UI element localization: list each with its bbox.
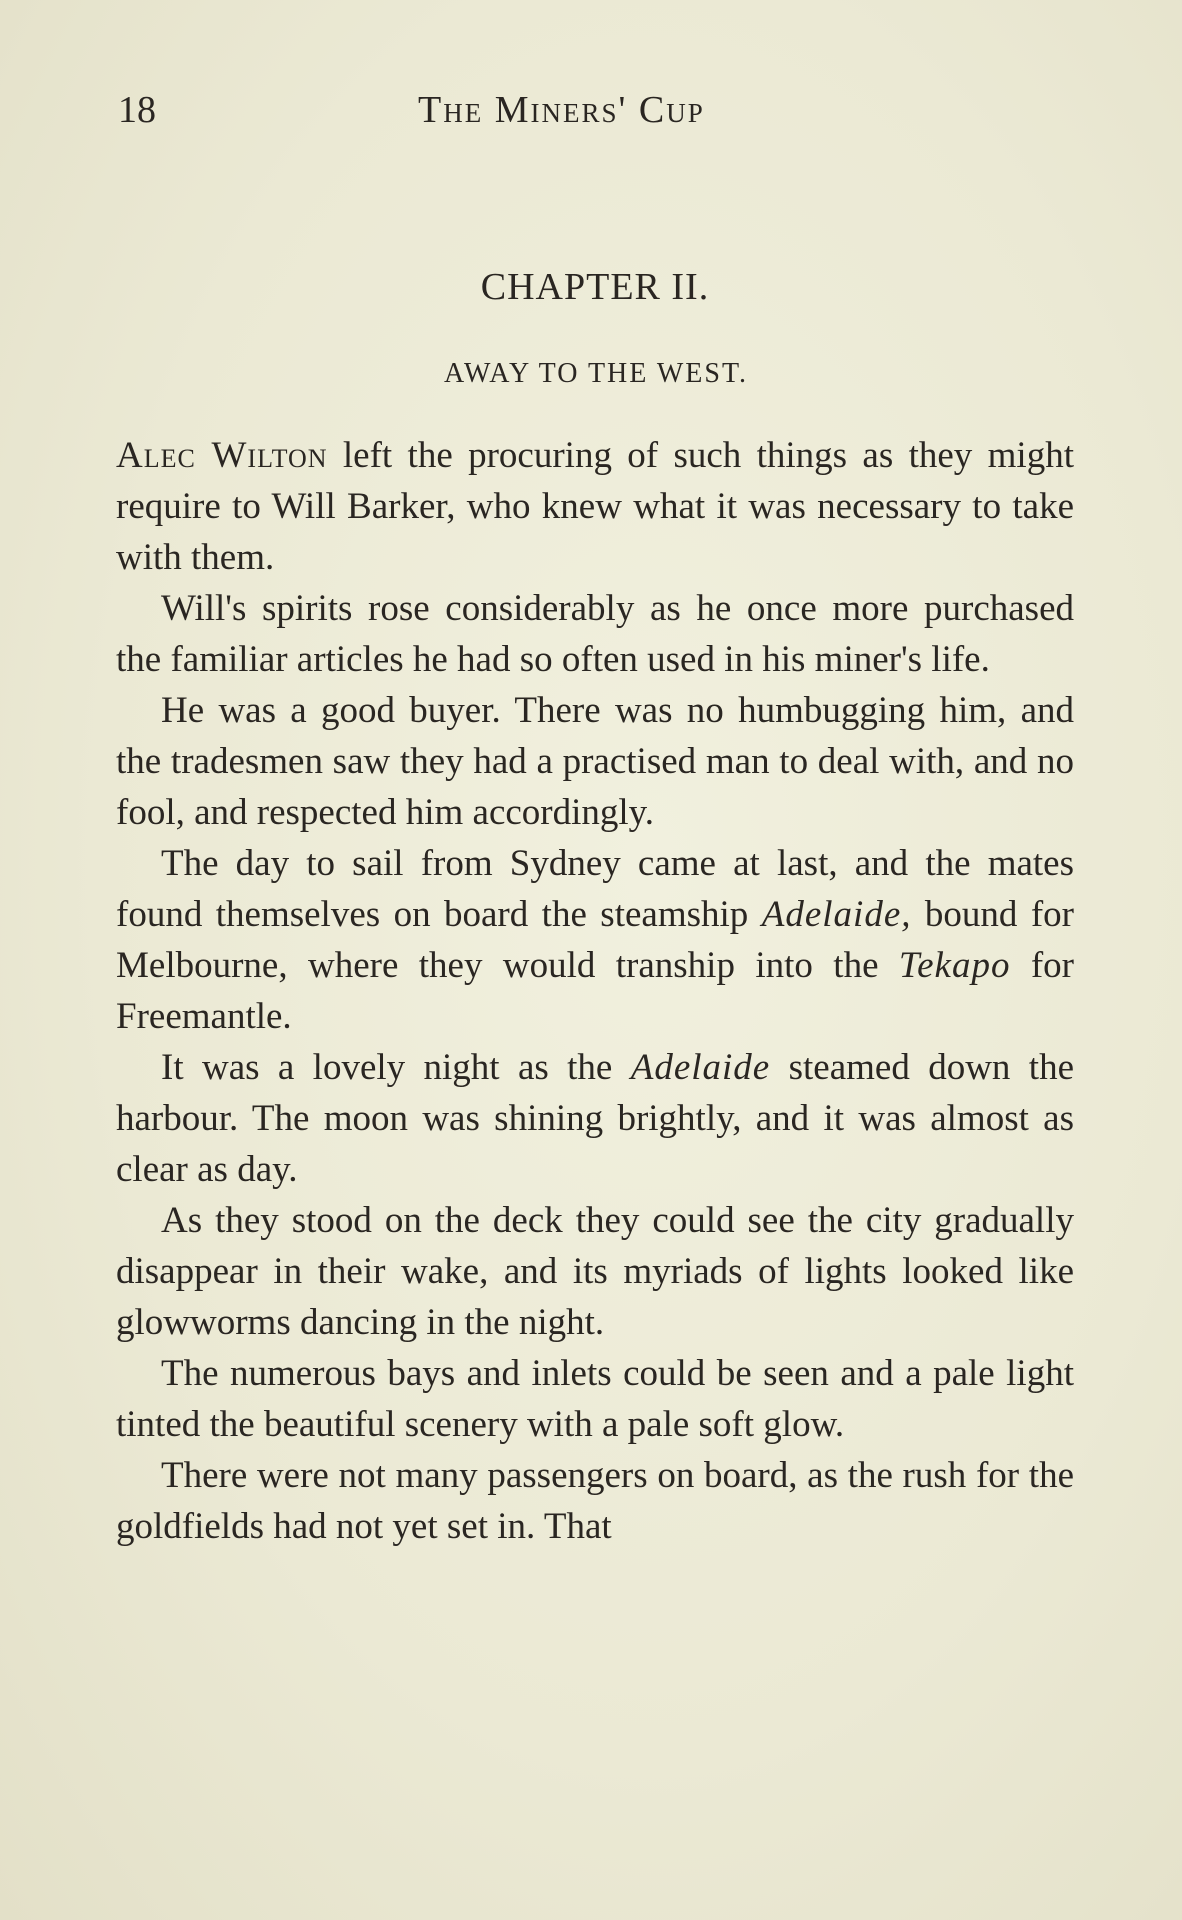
paragraph-5 <box>116 1042 1074 1195</box>
ship-name: Tekapo <box>898 945 1011 986</box>
paragraph-7: The numerous bays and inlets could be seen and a pale light tinted the beautiful scenery with a pale soft glow. <box>116 1353 1074 1445</box>
paragraph-3: He was a good buyer. There was no humbugging him, and the tradesmen saw they had a practised man to deal with, and no fool, and respected him accordingly. <box>116 690 1074 833</box>
paragraph-text: It was a lovely night as the <box>161 1047 631 1088</box>
paragraph-text: steamed down the harbour. The moon was shining brightly, and it was almost as clear as day. <box>116 1047 1074 1190</box>
paragraph-text: The day to sail from Sydney came at last, and the mates found themselves on board the steamship <box>116 843 1074 935</box>
paragraph-text: bound for Melbourne, where they would tranship into the <box>116 894 1074 986</box>
page-number: 18 <box>118 89 156 131</box>
running-head <box>118 84 1098 134</box>
book-title: The Miners' Cup <box>418 89 705 131</box>
paragraph-1 <box>116 430 1074 583</box>
ship-name: Adelaide <box>630 1047 771 1088</box>
paragraph-6: As they stood on the deck they could see the city gradually disappear in their wake, and its myriads of lights looked like glowworms dancing in the night. <box>116 1200 1074 1343</box>
paragraph-text: left the procuring of such things as they might require to Will Barker, who knew what it was necessary to take with them. <box>116 435 1074 578</box>
chapter-title: CHAPTER II. <box>480 266 710 308</box>
paragraph-lead-words: Alec Wilton <box>116 435 328 476</box>
ship-name: Adelaide, <box>761 894 912 935</box>
chapter-subtitle: AWAY TO THE WEST. <box>444 358 748 389</box>
paragraph-8: There were not many passengers on board, as the rush for the goldfields had not yet set in. That <box>116 1455 1074 1547</box>
paragraph-text: for Freemantle. <box>116 945 1074 1037</box>
paragraph-4 <box>116 838 1074 1042</box>
body-text <box>116 430 1074 1552</box>
paragraph-2: Will's spirits rose considerably as he once more purchased the familiar articles he had so often used in his miner's life. <box>116 588 1074 680</box>
